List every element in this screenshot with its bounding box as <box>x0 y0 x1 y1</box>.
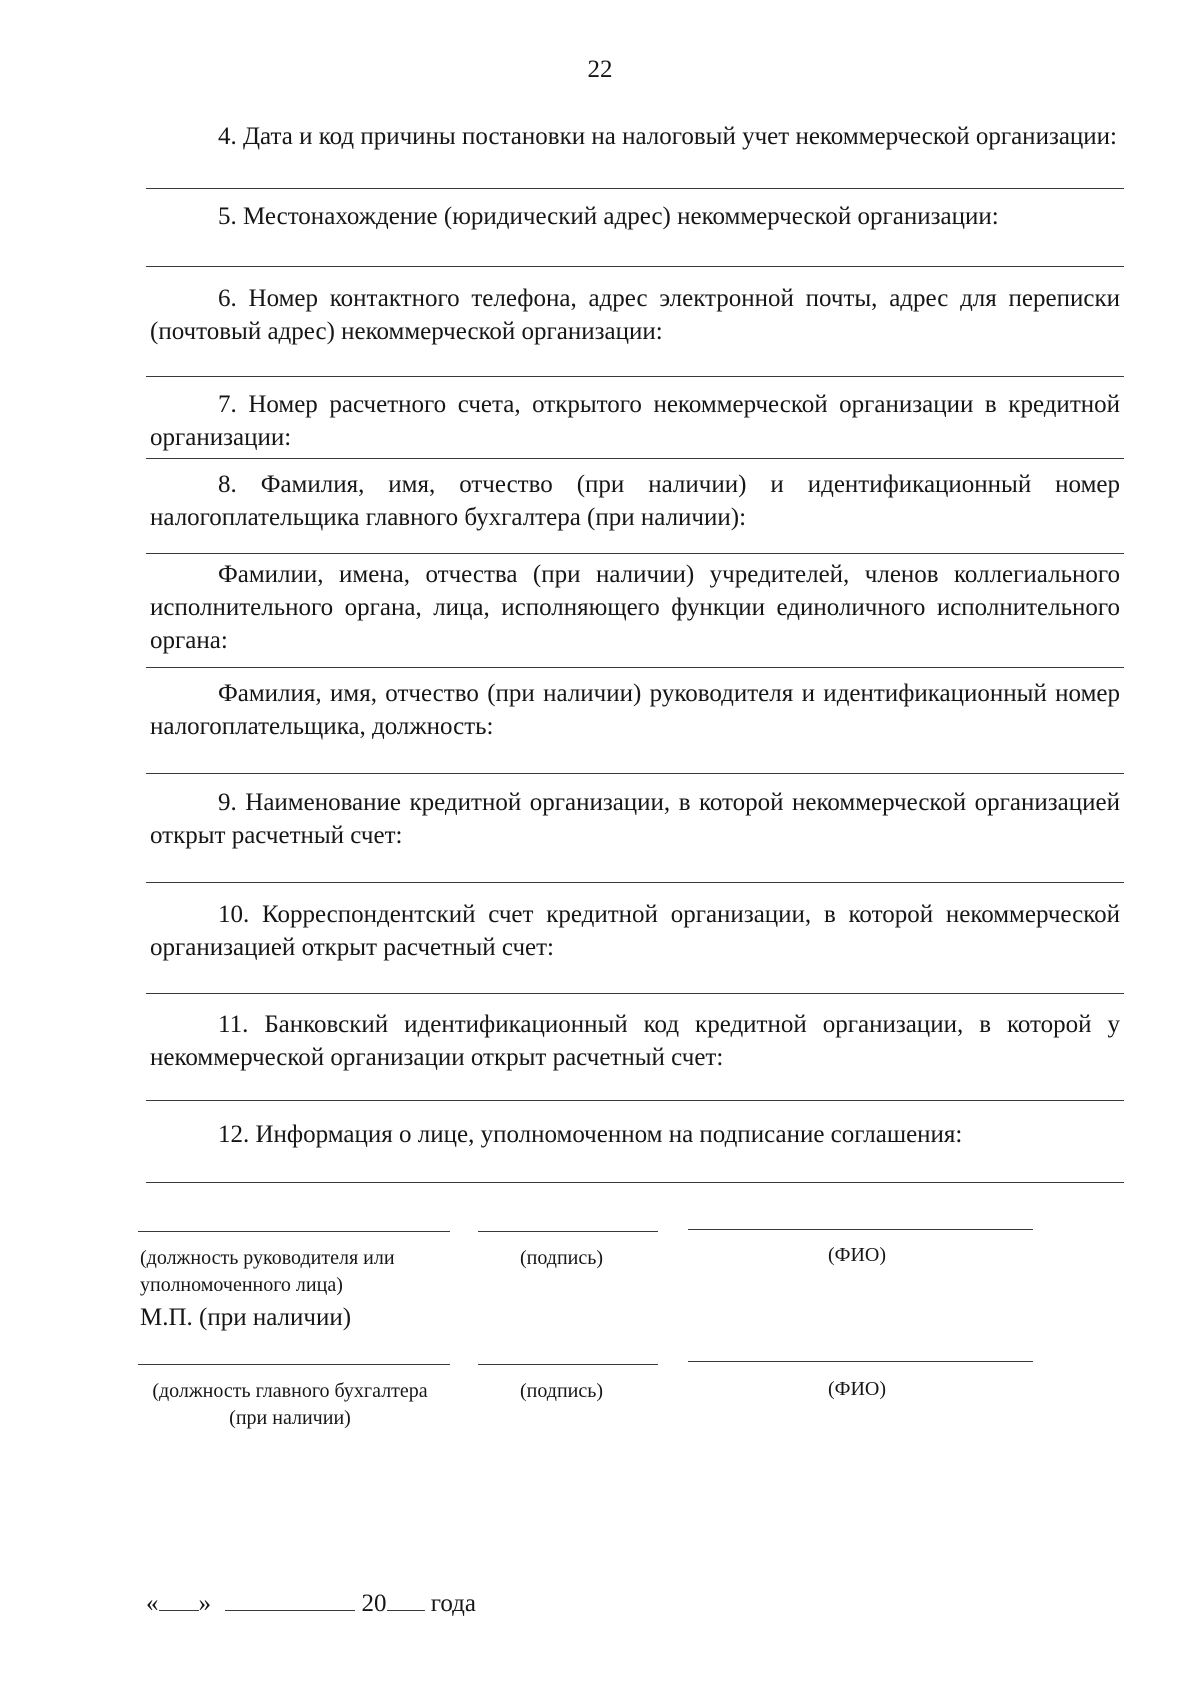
head-label: Фамилия, имя, отчество (при наличии) руководителя и идентификационный номер налогоплательщика, должность: <box>150 680 1120 740</box>
field-4-label: 4. Дата и код причины постановки на налоговый учет некоммерческой организации: <box>218 123 1117 150</box>
field-9-label: 9. Наименование кредитной организации, в которой некоммерческой организацией открыт расчетный счет: <box>150 789 1120 849</box>
accountant-position-line[interactable] <box>138 1364 450 1365</box>
field-11-label: 11. Банковский идентификационный код кредитной организации, в которой у некоммерческой организации открыт расчетный счет: <box>150 1011 1120 1071</box>
field-12-label: 12. Информация о лице, уполномоченном на подписание соглашения: <box>218 1121 963 1148</box>
date-close-quote: » <box>198 1590 211 1617</box>
accountant-signature-line[interactable] <box>478 1364 658 1365</box>
field-6-label: 6. Номер контактного телефона, адрес электронной почты, адрес для переписки (почтовый адрес) некоммерческой организации: <box>150 285 1120 345</box>
field-8-label: 8. Фамилия, имя, отчество (при наличии) и идентификационный номер налогоплательщика главного бухгалтера (при наличии): <box>150 471 1120 531</box>
field-9-line[interactable] <box>146 882 1124 883</box>
head-signature-line[interactable] <box>478 1231 658 1232</box>
field-5-line[interactable] <box>146 266 1124 267</box>
head-line[interactable] <box>146 773 1124 774</box>
founders-label: Фамилии, имена, отчества (при наличии) учредителей, членов коллегиального исполнительного органа, лица, исполняющего функции единоличного исполнительного органа: <box>150 561 1120 654</box>
field-6-line[interactable] <box>146 376 1124 377</box>
accountant-fio-caption: (ФИО) <box>828 1378 887 1400</box>
head-position-caption: (должность руководителя или уполномоченного лица) <box>140 1247 395 1296</box>
field-12-line[interactable] <box>146 1182 1124 1183</box>
founders-line[interactable] <box>146 667 1124 668</box>
page-number: 22 <box>587 56 613 83</box>
date-open-quote: « <box>146 1590 159 1617</box>
accountant-fio-line[interactable] <box>688 1361 1033 1362</box>
field-7-line[interactable] <box>146 458 1124 459</box>
field-11-line[interactable] <box>146 1100 1124 1101</box>
head-fio-caption: (ФИО) <box>828 1244 887 1266</box>
stamp-label: М.П. (при наличии) <box>140 1304 352 1331</box>
field-5-label: 5. Местонахождение (юридический адрес) некоммерческой организации: <box>218 203 999 230</box>
head-fio-line[interactable] <box>688 1229 1033 1230</box>
accountant-position-caption: (должность главного бухгалтера (при наличии) <box>152 1380 428 1429</box>
date-century: 20 <box>361 1590 387 1617</box>
head-signature-caption: (подпись) <box>520 1247 604 1269</box>
date-year-word: года <box>430 1590 476 1617</box>
date-month-field[interactable] <box>225 1590 355 1611</box>
field-10-line[interactable] <box>146 993 1124 994</box>
date-day-field[interactable] <box>159 1590 199 1611</box>
field-8-line[interactable] <box>146 553 1124 554</box>
field-7-label: 7. Номер расчетного счета, открытого некоммерческой организации в кредитной организации: <box>150 391 1120 451</box>
field-4-line[interactable] <box>146 188 1124 189</box>
date-line <box>146 1590 476 1618</box>
accountant-signature-caption: (подпись) <box>520 1380 604 1402</box>
field-10-label: 10. Корреспондентский счет кредитной организации, в которой некоммерческой организацией открыт расчетный счет: <box>150 901 1120 961</box>
head-position-line[interactable] <box>138 1231 450 1232</box>
date-year-field[interactable] <box>387 1590 425 1611</box>
